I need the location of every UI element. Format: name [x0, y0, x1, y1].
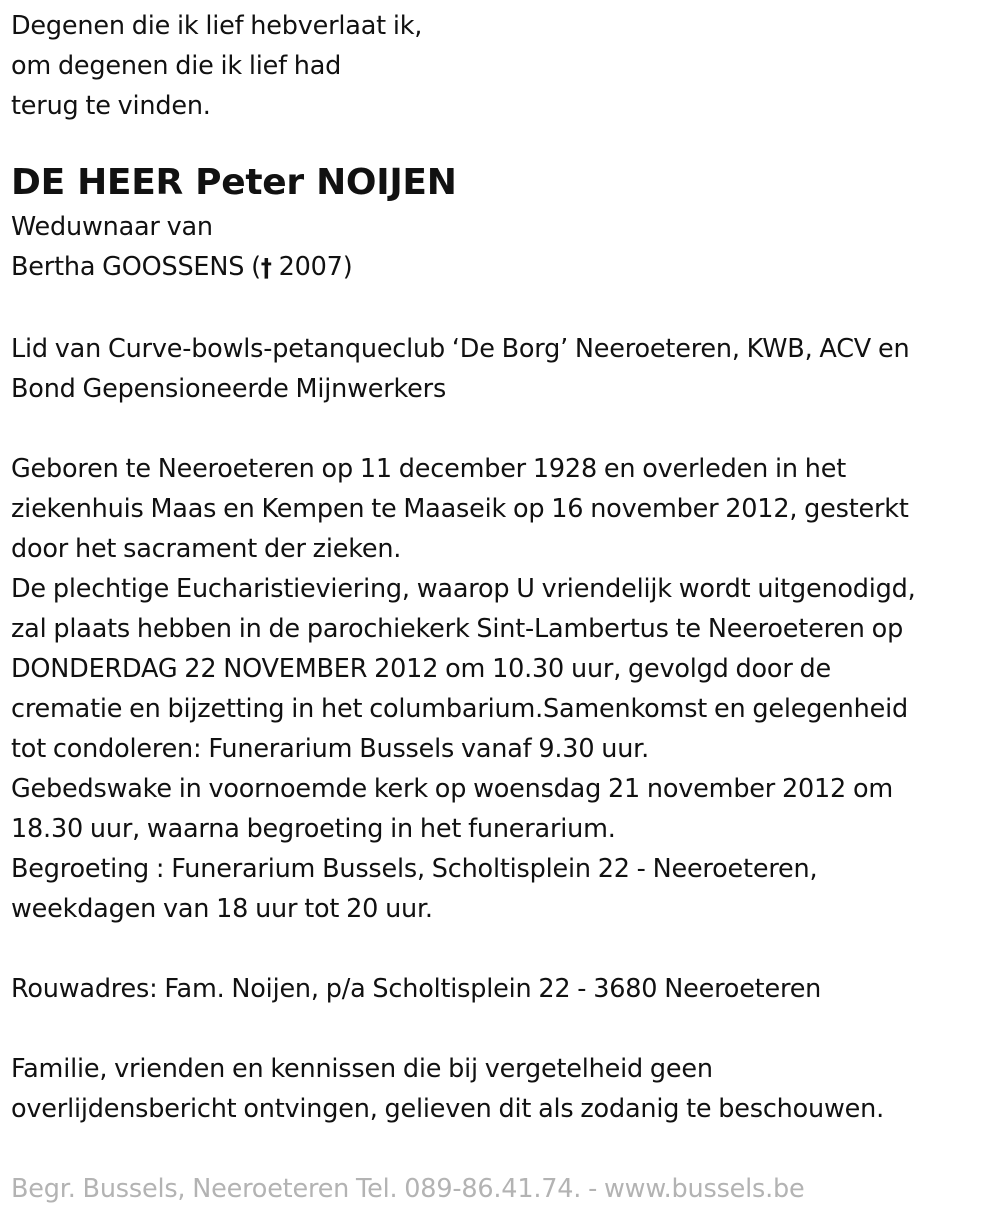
obituary-notice [11, 6, 996, 1209]
details-line: 18.30 uur, waarna begroeting in het funerarium. [11, 814, 616, 844]
details-line: De plechtige Eucharistieviering, waarop U vriendelijk wordt uitgenodigd, [11, 574, 916, 604]
spacer [11, 409, 996, 449]
spouse-line [11, 247, 996, 289]
details-line: crematie en bijzetting in het columbarium.Samenkomst en gelegenheid [11, 694, 908, 724]
closing-line: Familie, vrienden en kennissen die bij vergetelheid geen [11, 1054, 713, 1084]
details-line: weekdagen van 18 uur tot 20 uur. [11, 894, 433, 924]
funeral-home-footer: Begr. Bussels, Neeroeteren Tel. 089-86.41.74. - www.bussels.be [11, 1174, 805, 1204]
spouse-name: Bertha GOOSSENS ( [11, 252, 261, 282]
details-line: DONDERDAG 22 NOVEMBER 2012 om 10.30 uur, gevolgd door de [11, 654, 831, 684]
details-line: Begroeting : Funerarium Bussels, Scholtisplein 22 - Neeroeteren, [11, 854, 818, 884]
spacer [11, 289, 996, 329]
details-line: tot condoleren: Funerarium Bussels vanaf 9.30 uur. [11, 734, 650, 764]
membership-line: Bond Gepensioneerde Mijnwerkers [11, 374, 447, 404]
mourning-address: Rouwadres: Fam. Noijen, p/a Scholtisplein 22 - 3680 Neeroeteren [11, 974, 822, 1004]
spouse-info [11, 207, 996, 289]
details-line: Gebedswake in voornoemde kerk op woensdag 21 november 2012 om [11, 774, 894, 804]
details-line: Geboren te Neeroeteren op 11 december 1928 en overleden in het [11, 454, 847, 484]
closing-note [11, 1049, 996, 1129]
membership-line: Lid van Curve-bowls-petanqueclub ‘De Borg’ Neeroeteren, KWB, ACV en [11, 334, 910, 364]
spacer [11, 1009, 996, 1049]
motto-line: Degenen die ik lief hebverlaat ik, [11, 11, 423, 41]
cross-icon: † [260, 254, 272, 283]
spouse-death-year: 2007) [271, 252, 353, 282]
motto-line: terug te vinden. [11, 91, 211, 121]
deceased-name: DE HEER Peter NOIJEN [11, 162, 457, 203]
closing-line: overlijdensbericht ontvingen, gelieven dit als zodanig te beschouwen. [11, 1094, 885, 1124]
motto [11, 6, 996, 126]
details-line: door het sacrament der zieken. [11, 534, 402, 564]
membership [11, 329, 996, 409]
widower-label: Weduwnaar van [11, 212, 213, 242]
details-line: zal plaats hebben in de parochiekerk Sint-Lambertus te Neeroeteren op [11, 614, 904, 644]
funeral-details [11, 449, 996, 929]
details-line: ziekenhuis Maas en Kempen te Maaseik op 16 november 2012, gesterkt [11, 494, 909, 524]
spacer [11, 1129, 996, 1169]
spacer [11, 929, 996, 969]
motto-line: om degenen die ik lief had [11, 51, 342, 81]
